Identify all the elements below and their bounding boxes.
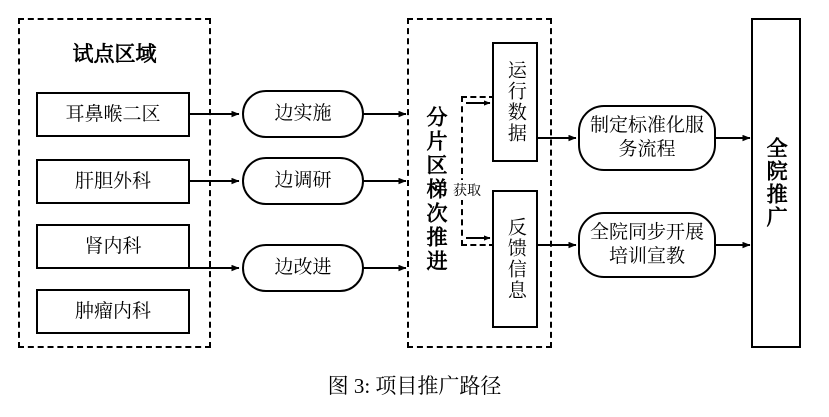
pilot-item-2 (36, 224, 190, 269)
action-label: 边改进 (274, 257, 332, 279)
data-node-0 (492, 42, 538, 162)
pilot-item-label: 肝胆外科 (74, 170, 151, 192)
outcome-label: 制定标准化服务流程 (590, 115, 705, 160)
pilot-item-3 (36, 289, 190, 334)
action-pill-2 (242, 244, 364, 292)
action-label: 边实施 (274, 103, 332, 125)
pilot-item-label: 耳鼻喉二区 (65, 103, 161, 125)
edge-label-acquire: 获取 (452, 180, 482, 200)
outcome-pill-1 (578, 212, 716, 278)
outcome-label: 全院同步开展培训宣教 (590, 222, 705, 267)
pilot-item-1 (36, 159, 190, 204)
final-label: 全院推广 (764, 137, 789, 229)
figure-caption: 图 3: 项目推广路径 (327, 374, 502, 398)
final-node (751, 18, 801, 348)
data-loop-bracket (461, 96, 495, 246)
pilot-item-label: 肾内科 (84, 235, 142, 257)
phase-label: 分片区梯次推进 (424, 106, 448, 274)
action-pill-0 (242, 90, 364, 138)
action-label: 边调研 (274, 170, 332, 192)
outcome-pill-0 (578, 105, 716, 171)
data-node-label: 运行数据 (504, 60, 526, 144)
data-node-1 (492, 190, 538, 328)
action-pill-1 (242, 157, 364, 205)
data-node-label: 反馈信息 (504, 217, 526, 301)
pilot-item-label: 肿瘤内科 (74, 300, 151, 322)
pilot-area-title: 试点区域 (72, 42, 157, 66)
pilot-item-0 (36, 92, 190, 137)
